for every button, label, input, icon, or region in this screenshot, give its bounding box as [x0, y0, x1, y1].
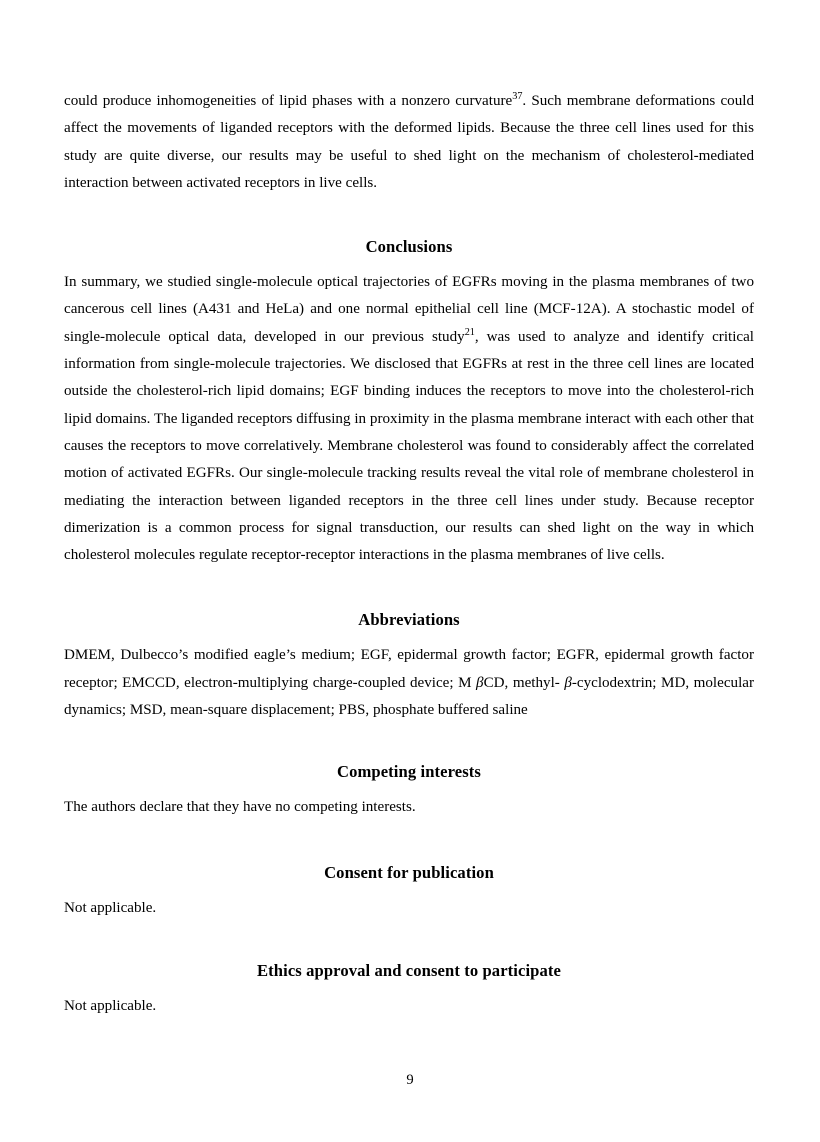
heading-abbreviations: Abbreviations: [358, 610, 460, 630]
paragraph-abbreviations: [64, 642, 754, 724]
spacer: [64, 982, 754, 993]
spacer: [64, 197, 754, 236]
paragraph-conclusions-text-before-citation: In summary, we studied single-molecule optical trajectories of EGFRs moving in the plasma membranes of two cancerous cell lines (A431 and HeLa) and one normal epithelial cell line (MCF-12A). A stochastic model of single-molecule optical data, developed in our previous study: [64, 274, 754, 345]
paragraph-conclusions-text-after-citation: , was used to analyze and identify critical information from single-molecule trajectories. We disclosed that EGFRs at rest in the three cell lines are located outside the cholesterol-rich lipid domains; EGF binding induces the receptors to move into the cholesterol-rich lipid domains. The liganded receptors diffusing in proximity in the plasma membrane interact with each other that causes the receptors to move correlatively. Membrane cholesterol was found to considerably affect the correlated motion of activated EGFRs. Our single-molecule tracking results reveal the vital role of membrane cholesterol in mediating the interaction between liganded receptors in the three cell lines under study. Because receptor dimerization is a common process for signal transduction, our results can shed light on the way in which cholesterol molecules regulate receptor-receptor interactions in the plasma membranes of live cells.: [64, 328, 755, 564]
abbreviations-segment-2: CD, methyl-: [483, 674, 565, 691]
page-content: [64, 88, 754, 1020]
heading-conclusions: Conclusions: [365, 237, 453, 257]
paragraph-continued-text-before-citation: could produce inhomogeneities of lipid phases with a nonzero curvature: [64, 93, 513, 109]
spacer: [64, 724, 754, 761]
greek-beta-glyph-2: β: [564, 674, 572, 691]
paragraph-ethics-approval: Not applicable.: [64, 997, 157, 1014]
abbreviations-segment-3: -cyclodextrin; MD, molecular dynamics; MSD, mean-square displacement; PBS, phosphate buffered saline: [64, 674, 754, 719]
spacer: [64, 884, 754, 895]
spacer: [64, 631, 754, 642]
citation-superscript-37[interactable]: 37: [512, 90, 523, 102]
heading-competing-interests: Competing interests: [336, 762, 481, 782]
abbreviations-segment-1: DMEM, Dulbecco’s modified eagle’s medium; EGF, epidermal growth factor; EGFR, epidermal growth factor receptor; EMCCD, electron-multiplying charge-coupled device; M: [64, 647, 754, 691]
paragraph-continued-text-after-citation: . Such membrane deformations could affect the movements of liganded receptors with the deformed lipids. Because the three cell lines used for this study are quite diverse, our results may be useful to shed light on the mechanism of cholesterol-mediated interaction between activated receptors in live cells.: [64, 93, 754, 191]
spacer: [64, 258, 754, 269]
heading-ethics-approval: Ethics approval and consent to participate: [257, 960, 561, 980]
paragraph-consent-for-publication: Not applicable.: [64, 899, 157, 916]
spacer: [64, 822, 754, 862]
spacer: [64, 922, 754, 960]
paragraph-conclusions: [64, 269, 754, 569]
page-number: 9: [406, 1072, 414, 1088]
spacer: [64, 569, 754, 609]
paragraph-competing-interests: The authors declare that they have no competing interests.: [64, 799, 416, 816]
heading-consent-for-publication: Consent for publication: [324, 862, 494, 882]
greek-beta-glyph-1: β: [476, 674, 484, 691]
citation-superscript-21[interactable]: 21: [464, 326, 475, 338]
spacer: [64, 783, 754, 794]
paragraph-continued: [64, 88, 754, 197]
